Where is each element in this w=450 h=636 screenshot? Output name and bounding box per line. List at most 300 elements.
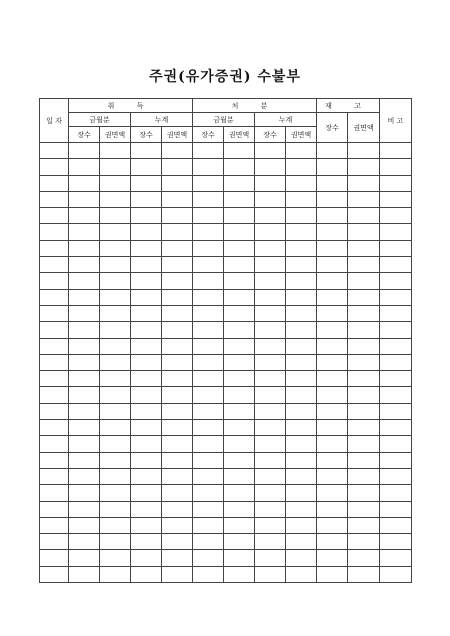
ledger-cell[interactable] bbox=[162, 534, 193, 550]
ledger-cell[interactable] bbox=[348, 485, 380, 501]
ledger-cell[interactable] bbox=[286, 420, 317, 436]
ledger-cell[interactable] bbox=[162, 289, 193, 305]
ledger-cell[interactable] bbox=[69, 420, 100, 436]
ledger-cell[interactable] bbox=[100, 224, 131, 240]
ledger-cell[interactable] bbox=[317, 403, 348, 419]
ledger-cell[interactable] bbox=[40, 273, 69, 289]
ledger-cell[interactable] bbox=[193, 403, 224, 419]
ledger-cell[interactable] bbox=[380, 501, 412, 517]
ledger-cell[interactable] bbox=[162, 566, 193, 582]
ledger-cell[interactable] bbox=[162, 240, 193, 256]
ledger-cell[interactable] bbox=[162, 485, 193, 501]
ledger-cell[interactable] bbox=[193, 159, 224, 175]
ledger-cell[interactable] bbox=[69, 224, 100, 240]
ledger-cell[interactable] bbox=[317, 240, 348, 256]
ledger-cell[interactable] bbox=[69, 289, 100, 305]
ledger-cell[interactable] bbox=[131, 550, 162, 566]
ledger-cell[interactable] bbox=[286, 289, 317, 305]
ledger-cell[interactable] bbox=[40, 224, 69, 240]
ledger-cell[interactable] bbox=[380, 403, 412, 419]
ledger-cell[interactable] bbox=[40, 420, 69, 436]
ledger-cell[interactable] bbox=[224, 566, 255, 582]
ledger-cell[interactable] bbox=[348, 273, 380, 289]
ledger-cell[interactable] bbox=[380, 257, 412, 273]
ledger-cell[interactable] bbox=[286, 257, 317, 273]
ledger-cell[interactable] bbox=[162, 322, 193, 338]
ledger-cell[interactable] bbox=[255, 452, 286, 468]
ledger-cell[interactable] bbox=[348, 387, 380, 403]
ledger-cell[interactable] bbox=[193, 191, 224, 207]
ledger-cell[interactable] bbox=[348, 143, 380, 159]
ledger-cell[interactable] bbox=[224, 485, 255, 501]
ledger-cell[interactable] bbox=[224, 517, 255, 533]
ledger-cell[interactable] bbox=[286, 517, 317, 533]
ledger-cell[interactable] bbox=[286, 371, 317, 387]
ledger-cell[interactable] bbox=[348, 338, 380, 354]
ledger-cell[interactable] bbox=[380, 517, 412, 533]
ledger-cell[interactable] bbox=[131, 289, 162, 305]
ledger-cell[interactable] bbox=[69, 143, 100, 159]
ledger-cell[interactable] bbox=[224, 387, 255, 403]
ledger-cell[interactable] bbox=[131, 143, 162, 159]
ledger-cell[interactable] bbox=[380, 534, 412, 550]
ledger-cell[interactable] bbox=[348, 436, 380, 452]
ledger-cell[interactable] bbox=[224, 420, 255, 436]
ledger-cell[interactable] bbox=[131, 485, 162, 501]
ledger-cell[interactable] bbox=[317, 338, 348, 354]
ledger-cell[interactable] bbox=[317, 534, 348, 550]
ledger-cell[interactable] bbox=[286, 436, 317, 452]
ledger-cell[interactable] bbox=[348, 403, 380, 419]
ledger-cell[interactable] bbox=[255, 550, 286, 566]
ledger-cell[interactable] bbox=[348, 224, 380, 240]
ledger-cell[interactable] bbox=[380, 191, 412, 207]
ledger-cell[interactable] bbox=[380, 468, 412, 484]
ledger-cell[interactable] bbox=[255, 208, 286, 224]
ledger-cell[interactable] bbox=[255, 143, 286, 159]
ledger-cell[interactable] bbox=[255, 240, 286, 256]
ledger-cell[interactable] bbox=[131, 452, 162, 468]
ledger-cell[interactable] bbox=[193, 517, 224, 533]
ledger-cell[interactable] bbox=[69, 175, 100, 191]
ledger-cell[interactable] bbox=[224, 468, 255, 484]
ledger-cell[interactable] bbox=[162, 224, 193, 240]
ledger-cell[interactable] bbox=[131, 371, 162, 387]
ledger-cell[interactable] bbox=[317, 517, 348, 533]
ledger-cell[interactable] bbox=[69, 322, 100, 338]
ledger-cell[interactable] bbox=[131, 420, 162, 436]
ledger-cell[interactable] bbox=[162, 143, 193, 159]
ledger-cell[interactable] bbox=[131, 305, 162, 321]
ledger-cell[interactable] bbox=[348, 257, 380, 273]
ledger-cell[interactable] bbox=[69, 403, 100, 419]
ledger-cell[interactable] bbox=[317, 175, 348, 191]
ledger-cell[interactable] bbox=[40, 452, 69, 468]
ledger-cell[interactable] bbox=[317, 159, 348, 175]
ledger-cell[interactable] bbox=[317, 143, 348, 159]
ledger-cell[interactable] bbox=[100, 289, 131, 305]
ledger-cell[interactable] bbox=[100, 550, 131, 566]
ledger-cell[interactable] bbox=[69, 468, 100, 484]
ledger-cell[interactable] bbox=[100, 240, 131, 256]
ledger-cell[interactable] bbox=[224, 159, 255, 175]
ledger-cell[interactable] bbox=[224, 403, 255, 419]
ledger-cell[interactable] bbox=[100, 305, 131, 321]
ledger-cell[interactable] bbox=[162, 550, 193, 566]
ledger-cell[interactable] bbox=[100, 371, 131, 387]
ledger-cell[interactable] bbox=[69, 159, 100, 175]
ledger-cell[interactable] bbox=[255, 305, 286, 321]
ledger-cell[interactable] bbox=[348, 517, 380, 533]
ledger-cell[interactable] bbox=[193, 289, 224, 305]
ledger-cell[interactable] bbox=[286, 240, 317, 256]
ledger-cell[interactable] bbox=[348, 305, 380, 321]
ledger-cell[interactable] bbox=[317, 289, 348, 305]
ledger-cell[interactable] bbox=[131, 257, 162, 273]
ledger-cell[interactable] bbox=[69, 517, 100, 533]
ledger-cell[interactable] bbox=[193, 338, 224, 354]
ledger-cell[interactable] bbox=[224, 143, 255, 159]
ledger-cell[interactable] bbox=[100, 501, 131, 517]
ledger-cell[interactable] bbox=[193, 175, 224, 191]
ledger-cell[interactable] bbox=[193, 485, 224, 501]
ledger-cell[interactable] bbox=[69, 501, 100, 517]
ledger-cell[interactable] bbox=[255, 175, 286, 191]
ledger-cell[interactable] bbox=[131, 354, 162, 370]
ledger-cell[interactable] bbox=[193, 143, 224, 159]
ledger-cell[interactable] bbox=[286, 501, 317, 517]
ledger-cell[interactable] bbox=[286, 534, 317, 550]
ledger-cell[interactable] bbox=[193, 240, 224, 256]
ledger-cell[interactable] bbox=[317, 273, 348, 289]
ledger-cell[interactable] bbox=[380, 371, 412, 387]
ledger-cell[interactable] bbox=[131, 387, 162, 403]
ledger-cell[interactable] bbox=[100, 273, 131, 289]
ledger-cell[interactable] bbox=[255, 371, 286, 387]
ledger-cell[interactable] bbox=[69, 436, 100, 452]
ledger-cell[interactable] bbox=[69, 550, 100, 566]
ledger-cell[interactable] bbox=[255, 517, 286, 533]
ledger-cell[interactable] bbox=[317, 371, 348, 387]
ledger-cell[interactable] bbox=[255, 257, 286, 273]
ledger-cell[interactable] bbox=[100, 517, 131, 533]
ledger-cell[interactable] bbox=[100, 208, 131, 224]
ledger-cell[interactable] bbox=[286, 159, 317, 175]
ledger-cell[interactable] bbox=[286, 485, 317, 501]
ledger-cell[interactable] bbox=[317, 436, 348, 452]
ledger-cell[interactable] bbox=[100, 420, 131, 436]
ledger-cell[interactable] bbox=[100, 436, 131, 452]
ledger-cell[interactable] bbox=[380, 420, 412, 436]
ledger-cell[interactable] bbox=[69, 191, 100, 207]
ledger-cell[interactable] bbox=[193, 452, 224, 468]
ledger-cell[interactable] bbox=[100, 191, 131, 207]
ledger-cell[interactable] bbox=[69, 534, 100, 550]
ledger-cell[interactable] bbox=[224, 191, 255, 207]
ledger-cell[interactable] bbox=[40, 305, 69, 321]
ledger-cell[interactable] bbox=[380, 550, 412, 566]
ledger-cell[interactable] bbox=[162, 452, 193, 468]
ledger-cell[interactable] bbox=[255, 387, 286, 403]
ledger-cell[interactable] bbox=[348, 175, 380, 191]
ledger-cell[interactable] bbox=[348, 468, 380, 484]
ledger-cell[interactable] bbox=[193, 257, 224, 273]
ledger-cell[interactable] bbox=[317, 224, 348, 240]
ledger-cell[interactable] bbox=[100, 257, 131, 273]
ledger-cell[interactable] bbox=[380, 273, 412, 289]
ledger-cell[interactable] bbox=[162, 354, 193, 370]
ledger-cell[interactable] bbox=[40, 371, 69, 387]
ledger-cell[interactable] bbox=[69, 354, 100, 370]
ledger-cell[interactable] bbox=[100, 566, 131, 582]
ledger-cell[interactable] bbox=[40, 517, 69, 533]
ledger-cell[interactable] bbox=[131, 501, 162, 517]
ledger-cell[interactable] bbox=[224, 175, 255, 191]
ledger-cell[interactable] bbox=[255, 501, 286, 517]
ledger-cell[interactable] bbox=[131, 159, 162, 175]
ledger-cell[interactable] bbox=[224, 550, 255, 566]
ledger-cell[interactable] bbox=[193, 387, 224, 403]
ledger-cell[interactable] bbox=[317, 387, 348, 403]
ledger-cell[interactable] bbox=[380, 240, 412, 256]
ledger-cell[interactable] bbox=[193, 468, 224, 484]
ledger-cell[interactable] bbox=[193, 305, 224, 321]
ledger-cell[interactable] bbox=[224, 452, 255, 468]
ledger-cell[interactable] bbox=[224, 322, 255, 338]
ledger-cell[interactable] bbox=[193, 322, 224, 338]
ledger-cell[interactable] bbox=[255, 322, 286, 338]
ledger-cell[interactable] bbox=[224, 208, 255, 224]
ledger-cell[interactable] bbox=[224, 354, 255, 370]
ledger-cell[interactable] bbox=[131, 175, 162, 191]
ledger-cell[interactable] bbox=[317, 468, 348, 484]
ledger-cell[interactable] bbox=[40, 143, 69, 159]
ledger-cell[interactable] bbox=[40, 208, 69, 224]
ledger-cell[interactable] bbox=[348, 191, 380, 207]
ledger-cell[interactable] bbox=[100, 468, 131, 484]
ledger-cell[interactable] bbox=[255, 566, 286, 582]
ledger-cell[interactable] bbox=[317, 257, 348, 273]
ledger-cell[interactable] bbox=[255, 403, 286, 419]
ledger-cell[interactable] bbox=[40, 338, 69, 354]
ledger-cell[interactable] bbox=[40, 191, 69, 207]
ledger-cell[interactable] bbox=[162, 517, 193, 533]
ledger-cell[interactable] bbox=[317, 501, 348, 517]
ledger-cell[interactable] bbox=[40, 436, 69, 452]
ledger-cell[interactable] bbox=[131, 322, 162, 338]
ledger-cell[interactable] bbox=[380, 289, 412, 305]
ledger-cell[interactable] bbox=[255, 289, 286, 305]
ledger-cell[interactable] bbox=[162, 420, 193, 436]
ledger-cell[interactable] bbox=[162, 273, 193, 289]
ledger-cell[interactable] bbox=[317, 420, 348, 436]
ledger-cell[interactable] bbox=[131, 338, 162, 354]
ledger-cell[interactable] bbox=[40, 566, 69, 582]
ledger-cell[interactable] bbox=[286, 566, 317, 582]
ledger-cell[interactable] bbox=[348, 289, 380, 305]
ledger-cell[interactable] bbox=[131, 273, 162, 289]
ledger-cell[interactable] bbox=[193, 208, 224, 224]
ledger-cell[interactable] bbox=[40, 289, 69, 305]
ledger-cell[interactable] bbox=[162, 387, 193, 403]
ledger-cell[interactable] bbox=[131, 208, 162, 224]
ledger-cell[interactable] bbox=[131, 566, 162, 582]
ledger-cell[interactable] bbox=[380, 387, 412, 403]
ledger-cell[interactable] bbox=[224, 534, 255, 550]
ledger-cell[interactable] bbox=[131, 517, 162, 533]
ledger-cell[interactable] bbox=[317, 208, 348, 224]
ledger-cell[interactable] bbox=[100, 354, 131, 370]
ledger-cell[interactable] bbox=[348, 208, 380, 224]
ledger-cell[interactable] bbox=[162, 208, 193, 224]
ledger-cell[interactable] bbox=[255, 354, 286, 370]
ledger-cell[interactable] bbox=[162, 175, 193, 191]
ledger-cell[interactable] bbox=[255, 338, 286, 354]
ledger-cell[interactable] bbox=[69, 338, 100, 354]
ledger-cell[interactable] bbox=[224, 273, 255, 289]
ledger-cell[interactable] bbox=[40, 322, 69, 338]
ledger-cell[interactable] bbox=[348, 420, 380, 436]
ledger-cell[interactable] bbox=[380, 354, 412, 370]
ledger-cell[interactable] bbox=[380, 452, 412, 468]
ledger-cell[interactable] bbox=[286, 322, 317, 338]
ledger-cell[interactable] bbox=[131, 534, 162, 550]
ledger-cell[interactable] bbox=[193, 501, 224, 517]
ledger-cell[interactable] bbox=[69, 273, 100, 289]
ledger-cell[interactable] bbox=[317, 550, 348, 566]
ledger-cell[interactable] bbox=[224, 338, 255, 354]
ledger-cell[interactable] bbox=[380, 436, 412, 452]
ledger-cell[interactable] bbox=[348, 371, 380, 387]
ledger-cell[interactable] bbox=[224, 240, 255, 256]
ledger-cell[interactable] bbox=[193, 550, 224, 566]
ledger-cell[interactable] bbox=[69, 371, 100, 387]
ledger-cell[interactable] bbox=[40, 501, 69, 517]
ledger-cell[interactable] bbox=[162, 501, 193, 517]
ledger-cell[interactable] bbox=[380, 175, 412, 191]
ledger-cell[interactable] bbox=[193, 534, 224, 550]
ledger-cell[interactable] bbox=[193, 371, 224, 387]
ledger-cell[interactable] bbox=[286, 305, 317, 321]
ledger-cell[interactable] bbox=[255, 273, 286, 289]
ledger-cell[interactable] bbox=[40, 485, 69, 501]
ledger-cell[interactable] bbox=[193, 436, 224, 452]
ledger-cell[interactable] bbox=[100, 387, 131, 403]
ledger-cell[interactable] bbox=[69, 485, 100, 501]
ledger-cell[interactable] bbox=[40, 257, 69, 273]
ledger-cell[interactable] bbox=[69, 240, 100, 256]
ledger-cell[interactable] bbox=[100, 485, 131, 501]
ledger-cell[interactable] bbox=[224, 305, 255, 321]
ledger-cell[interactable] bbox=[100, 534, 131, 550]
ledger-cell[interactable] bbox=[380, 322, 412, 338]
ledger-cell[interactable] bbox=[224, 224, 255, 240]
ledger-cell[interactable] bbox=[69, 387, 100, 403]
ledger-cell[interactable] bbox=[286, 550, 317, 566]
ledger-cell[interactable] bbox=[100, 322, 131, 338]
ledger-cell[interactable] bbox=[193, 420, 224, 436]
ledger-cell[interactable] bbox=[348, 534, 380, 550]
ledger-cell[interactable] bbox=[100, 403, 131, 419]
ledger-cell[interactable] bbox=[131, 403, 162, 419]
ledger-cell[interactable] bbox=[255, 224, 286, 240]
ledger-cell[interactable] bbox=[162, 436, 193, 452]
ledger-cell[interactable] bbox=[317, 354, 348, 370]
ledger-cell[interactable] bbox=[348, 322, 380, 338]
ledger-cell[interactable] bbox=[348, 566, 380, 582]
ledger-cell[interactable] bbox=[40, 159, 69, 175]
ledger-cell[interactable] bbox=[286, 208, 317, 224]
ledger-cell[interactable] bbox=[40, 240, 69, 256]
ledger-cell[interactable] bbox=[255, 191, 286, 207]
ledger-cell[interactable] bbox=[286, 387, 317, 403]
ledger-cell[interactable] bbox=[131, 224, 162, 240]
ledger-cell[interactable] bbox=[100, 452, 131, 468]
ledger-cell[interactable] bbox=[40, 354, 69, 370]
ledger-cell[interactable] bbox=[224, 257, 255, 273]
ledger-cell[interactable] bbox=[40, 175, 69, 191]
ledger-cell[interactable] bbox=[69, 305, 100, 321]
ledger-cell[interactable] bbox=[286, 273, 317, 289]
ledger-cell[interactable] bbox=[69, 208, 100, 224]
ledger-cell[interactable] bbox=[317, 452, 348, 468]
ledger-cell[interactable] bbox=[69, 257, 100, 273]
ledger-cell[interactable] bbox=[317, 191, 348, 207]
ledger-cell[interactable] bbox=[380, 224, 412, 240]
ledger-cell[interactable] bbox=[131, 468, 162, 484]
ledger-cell[interactable] bbox=[100, 159, 131, 175]
ledger-cell[interactable] bbox=[69, 566, 100, 582]
ledger-cell[interactable] bbox=[286, 403, 317, 419]
ledger-cell[interactable] bbox=[224, 289, 255, 305]
ledger-cell[interactable] bbox=[224, 501, 255, 517]
ledger-cell[interactable] bbox=[131, 436, 162, 452]
ledger-cell[interactable] bbox=[286, 175, 317, 191]
ledger-cell[interactable] bbox=[224, 436, 255, 452]
ledger-cell[interactable] bbox=[100, 175, 131, 191]
ledger-cell[interactable] bbox=[380, 485, 412, 501]
ledger-cell[interactable] bbox=[255, 468, 286, 484]
ledger-cell[interactable] bbox=[380, 566, 412, 582]
ledger-cell[interactable] bbox=[40, 468, 69, 484]
ledger-cell[interactable] bbox=[255, 420, 286, 436]
ledger-cell[interactable] bbox=[193, 273, 224, 289]
ledger-cell[interactable] bbox=[286, 338, 317, 354]
ledger-cell[interactable] bbox=[193, 224, 224, 240]
ledger-cell[interactable] bbox=[193, 354, 224, 370]
ledger-cell[interactable] bbox=[380, 305, 412, 321]
ledger-cell[interactable] bbox=[348, 501, 380, 517]
ledger-cell[interactable] bbox=[224, 371, 255, 387]
ledger-cell[interactable] bbox=[162, 338, 193, 354]
ledger-cell[interactable] bbox=[348, 159, 380, 175]
ledger-cell[interactable] bbox=[162, 305, 193, 321]
ledger-cell[interactable] bbox=[255, 436, 286, 452]
ledger-cell[interactable] bbox=[317, 566, 348, 582]
ledger-cell[interactable] bbox=[286, 452, 317, 468]
ledger-cell[interactable] bbox=[162, 257, 193, 273]
ledger-cell[interactable] bbox=[131, 191, 162, 207]
ledger-cell[interactable] bbox=[286, 354, 317, 370]
ledger-cell[interactable] bbox=[162, 371, 193, 387]
ledger-cell[interactable] bbox=[162, 191, 193, 207]
ledger-cell[interactable] bbox=[286, 468, 317, 484]
ledger-cell[interactable] bbox=[286, 191, 317, 207]
ledger-cell[interactable] bbox=[348, 240, 380, 256]
ledger-cell[interactable] bbox=[40, 534, 69, 550]
ledger-cell[interactable] bbox=[131, 240, 162, 256]
ledger-cell[interactable] bbox=[317, 322, 348, 338]
